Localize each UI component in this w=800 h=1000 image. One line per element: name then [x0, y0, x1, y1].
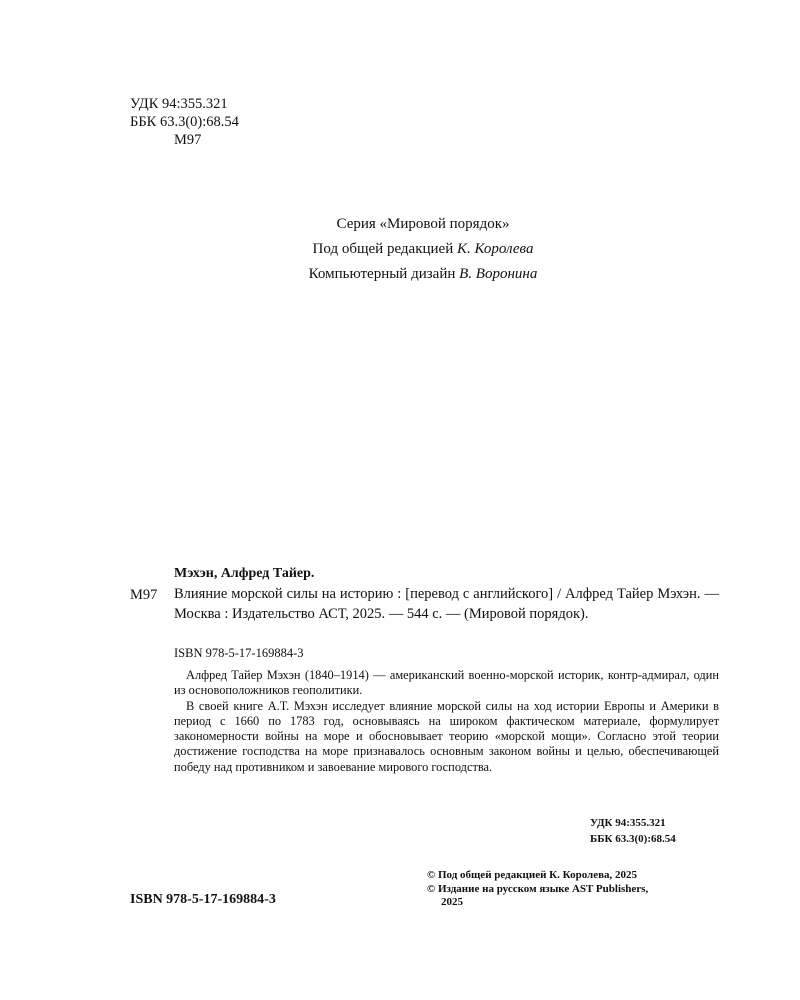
series-title: Серия «Мировой порядок» — [336, 216, 510, 232]
editor-line — [0, 237, 800, 262]
bottom-classification-codes — [590, 815, 676, 847]
series-block — [0, 212, 800, 287]
copyright-line-3: 2025 — [441, 896, 463, 908]
design-line — [0, 262, 800, 287]
editor-prefix: Под общей редакцией — [312, 241, 457, 257]
annotation-paragraph-1: Алфред Тайер Мэхэн (1840–1914) — американский военно-морской историк, контр-адмирал, один из основоположников геополитики. — [174, 668, 719, 698]
annotation — [174, 668, 719, 775]
bottom-udk-code: УДК 94:355.321 — [590, 817, 666, 829]
designer-name: В. Воронина — [459, 266, 538, 282]
record-description: Влияние морской силы на историю : [перевод с английского] / Алфред Тайер Мэхэн. — Москва : Издательство АСТ, 2025. — 544 с. — (Мировой порядок). — [174, 586, 719, 622]
classification-codes — [130, 95, 239, 149]
record-author-mark: М97 — [130, 587, 158, 603]
copyright-notice — [427, 869, 648, 910]
copyright-line-1: © Под общей редакцией К. Королева, 2025 — [427, 869, 638, 881]
udk-code: УДК 94:355.321 — [130, 96, 228, 112]
record-author: Мэхэн, Алфред Тайер. — [174, 566, 315, 581]
annotation-paragraph-2: В своей книге А.Т. Мэхэн исследует влияние морской силы на ход истории Европы и Америки в период с 1660 по 1783 год, основываясь на широком фактическом материале, формулирует закономерности войны на море и обосновывает теорию «морской мощи». Согласно этой теории достижение господства на море признавалось основным законом войны и целью, обеспечивающей победу над противником и завоевание мирового господства. — [174, 698, 719, 774]
isbn-bottom: ISBN 978-5-17-169884-3 — [130, 892, 276, 907]
bottom-bbk-code: ББК 63.3(0):68.54 — [590, 833, 676, 845]
copyright-line-2: © Издание на русском языке AST Publishers, — [427, 882, 649, 895]
bbk-code: ББК 63.3(0):68.54 — [130, 114, 239, 130]
author-mark: М97 — [174, 132, 202, 148]
record-isbn: ISBN 978-5-17-169884-3 — [174, 646, 304, 660]
design-prefix: Компьютерный дизайн — [308, 266, 460, 282]
editor-name: К. Королева — [456, 241, 534, 257]
